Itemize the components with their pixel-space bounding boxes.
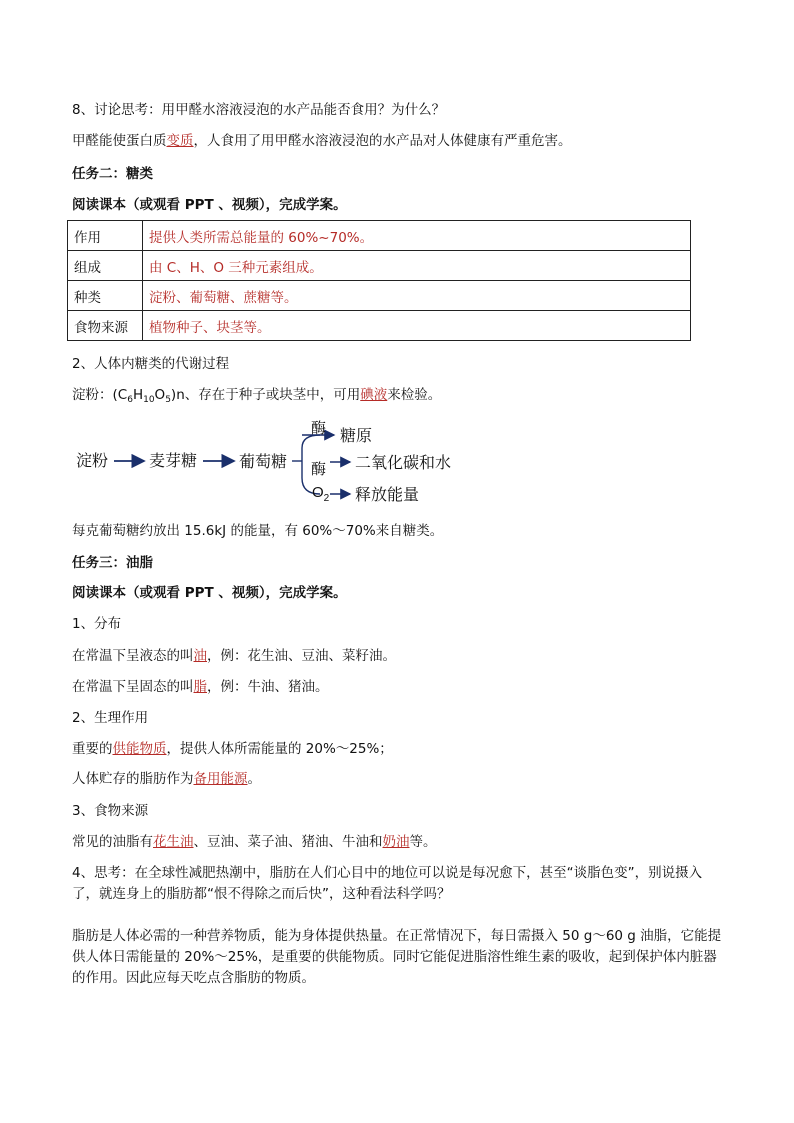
starch-post: )n、存在于种子或块茎中，可用 xyxy=(170,387,361,403)
dist1-pre: 在常温下呈液态的叫 xyxy=(72,648,194,664)
source-key-1: 花生油 xyxy=(153,834,194,850)
table-label: 种类 xyxy=(68,281,143,311)
flow-starch: 淀粉 xyxy=(76,453,109,470)
q8-answer-key: 变质 xyxy=(166,133,194,149)
formula-h: H xyxy=(132,387,144,403)
dist2-key: 脂 xyxy=(193,679,207,695)
flow-energy: 释放能量 xyxy=(355,487,420,504)
sugar-table xyxy=(67,220,691,341)
starch-pre: 淀粉：(C xyxy=(72,387,128,403)
q8-answer-post: ，人食用了用甲醛水溶液浸泡的水产品对人体健康有严重危害。 xyxy=(193,133,572,149)
func1-key: 供能物质 xyxy=(112,741,167,757)
o2-letter: O xyxy=(312,484,324,501)
task2-instruction: 阅读课本（或观看 PPT 、视频），完成学案。 xyxy=(72,197,347,213)
dist1-post: ，例：花生油、豆油、菜籽油。 xyxy=(207,648,396,664)
flow-maltose: 麦芽糖 xyxy=(149,453,198,470)
starch-end: 来检验。 xyxy=(387,387,442,403)
func-line-1 xyxy=(72,739,393,759)
func1-pre: 重要的 xyxy=(72,741,113,757)
dist-title: 1、分布 xyxy=(72,616,122,632)
table-row xyxy=(68,251,691,281)
o2-sub: 2 xyxy=(323,493,330,504)
func-line-2 xyxy=(72,769,261,789)
q8-answer xyxy=(72,131,572,151)
flow-glycogen: 糖原 xyxy=(340,428,373,445)
flow-co2-water: 二氧化碳和水 xyxy=(355,455,452,472)
think-answer: 脂肪是人体必需的一种营养物质，能为身体提供热量。在正常情况下，每日需摄入 50 g～60 g 油脂，它能提供人体日需能量的 20%～25%，是重要的供能物质。同时它能促进脂溶性维生素的吸收，起到保护体内脏器的作用。因此应每天吃点含脂肪的物质。 xyxy=(72,928,722,986)
task3-instruction: 阅读课本（或观看 PPT 、视频），完成学案。 xyxy=(72,585,347,601)
table-row xyxy=(68,311,691,341)
sub-10: 10 xyxy=(143,395,155,405)
table-label: 组成 xyxy=(68,251,143,281)
source-title: 3、食物来源 xyxy=(72,803,149,819)
q8-answer-pre: 甲醛能使蛋白质 xyxy=(72,133,167,149)
flow-enzyme-2: 酶 xyxy=(311,461,327,478)
iodine-key: 碘液 xyxy=(360,387,388,403)
func2-pre: 人体贮存的脂肪作为 xyxy=(72,771,194,787)
dist2-post: ，例：牛油、猪油。 xyxy=(207,679,329,695)
source-line xyxy=(72,832,437,852)
task3-title: 任务三：油脂 xyxy=(72,555,153,571)
table-label: 食物来源 xyxy=(68,311,143,341)
flow-glucose: 葡萄糖 xyxy=(239,454,288,471)
func2-key: 备用能源 xyxy=(193,771,248,787)
func-title: 2、生理作用 xyxy=(72,710,149,726)
func1-post: ，提供人体所需能量的 20%～25%； xyxy=(166,741,393,757)
dist-line-2 xyxy=(72,677,329,697)
think-question: 4、思考：在全球性减肥热潮中，脂肪在人们心目中的地位可以说是每况愈下，甚至“谈脂色变”，别说摄入了，就连身上的脂肪都“恨不得除之而后快”，这种看法科学吗？ xyxy=(72,865,703,902)
table-value: 由 C、H、O 三种元素组成。 xyxy=(143,251,691,281)
dist2-pre: 在常温下呈固态的叫 xyxy=(72,679,194,695)
source-pre: 常见的油脂有 xyxy=(72,834,153,850)
source-post: 等。 xyxy=(409,834,437,850)
table-value: 提供人类所需总能量的 60%~70%。 xyxy=(143,221,691,251)
table-row xyxy=(68,221,691,251)
dist-line-1 xyxy=(72,646,396,666)
flow-o2 xyxy=(312,484,330,504)
energy-note: 每克葡萄糖约放出 15.6kJ 的能量，有 60%～70%来自糖类。 xyxy=(72,523,444,539)
table-value: 淀粉、葡萄糖、蔗糖等。 xyxy=(143,281,691,311)
dist1-key: 油 xyxy=(193,648,207,664)
source-key-2: 奶油 xyxy=(382,834,410,850)
sub-5: 5 xyxy=(165,395,171,405)
formula-o: O xyxy=(154,387,166,403)
table-row xyxy=(68,281,691,311)
table-label: 作用 xyxy=(68,221,143,251)
metabolism-title: 2、人体内糖类的代谢过程 xyxy=(72,356,230,372)
metabolism-diagram xyxy=(70,418,470,510)
table-value: 植物种子、块茎等。 xyxy=(143,311,691,341)
func2-post: 。 xyxy=(247,771,261,787)
source-mid: 、豆油、菜子油、猪油、牛油和 xyxy=(193,834,383,850)
task2-title: 任务二：糖类 xyxy=(72,166,153,182)
flow-enzyme-1: 酶 xyxy=(311,420,327,437)
starch-formula-line xyxy=(72,385,441,410)
sub-6: 6 xyxy=(127,395,133,405)
q8-question: 8、讨论思考：用甲醛水溶液浸泡的水产品能否食用？为什么？ xyxy=(72,102,446,118)
